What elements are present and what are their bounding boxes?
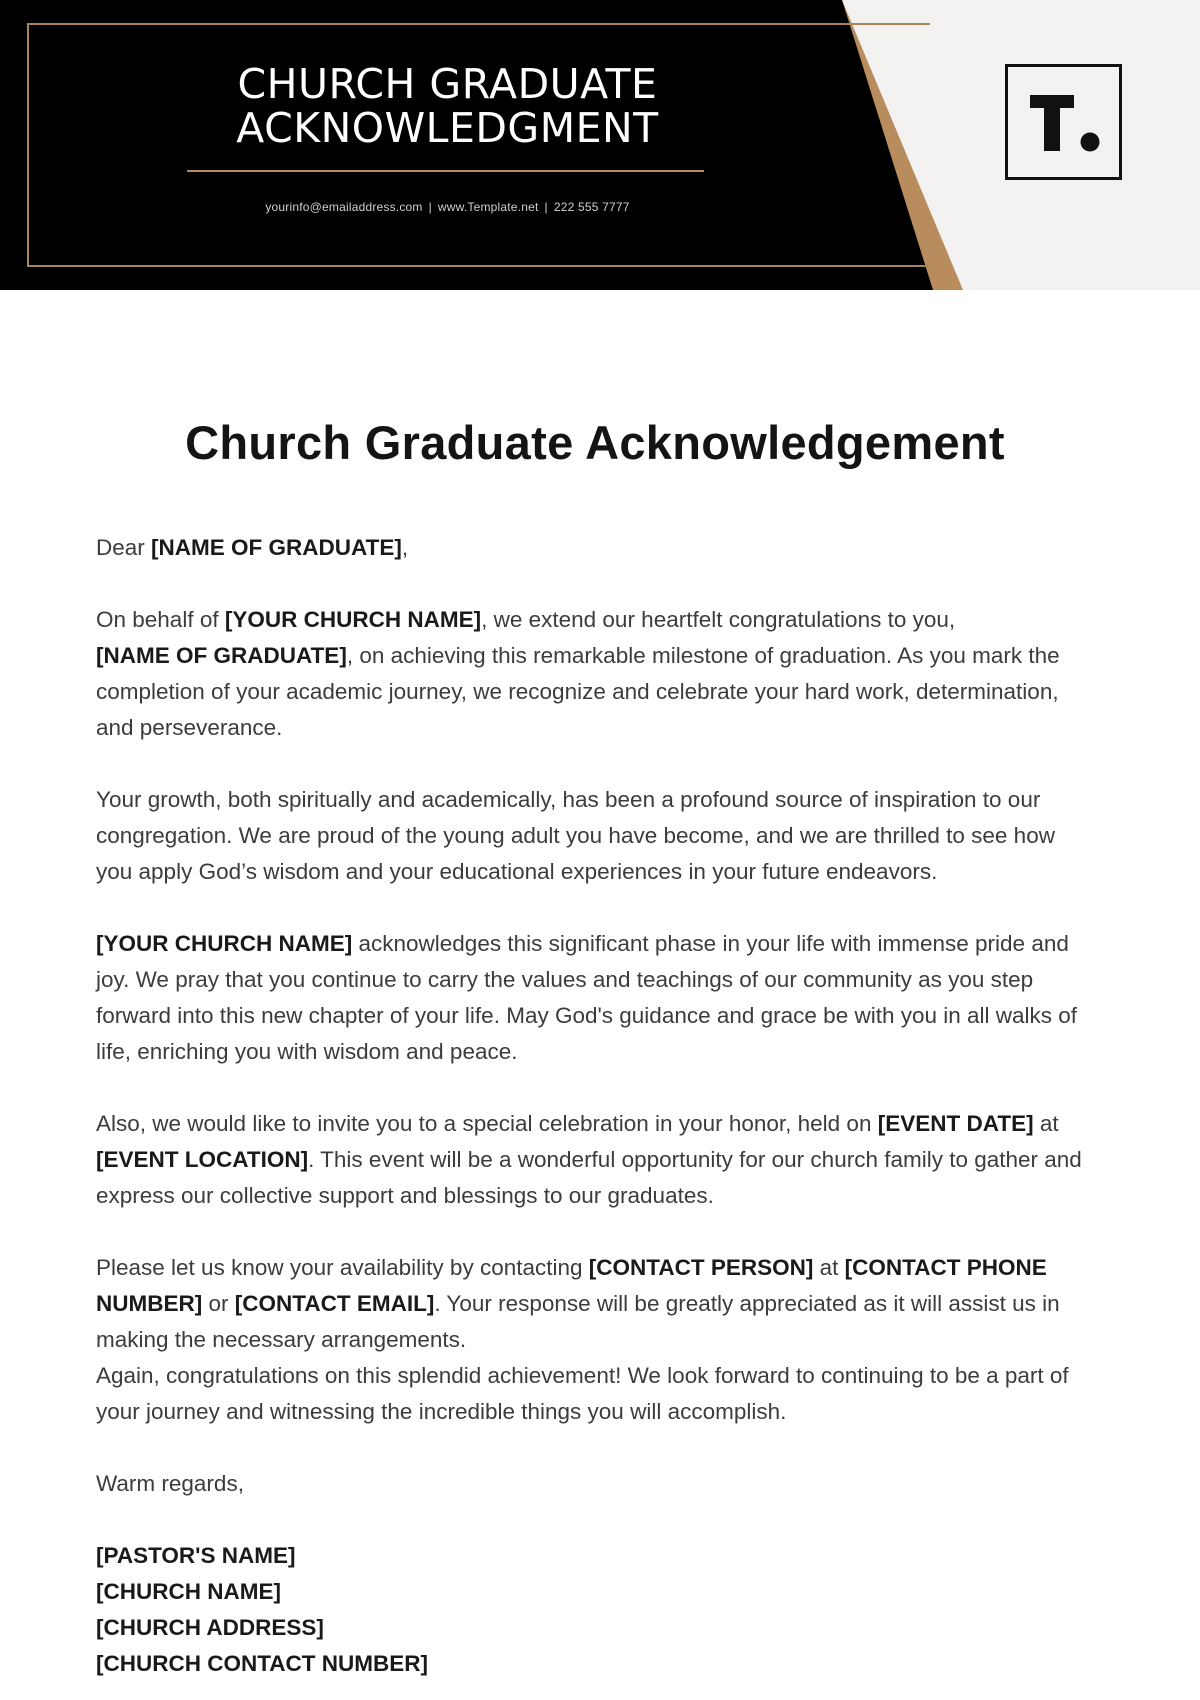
event-location-placeholder: [EVENT LOCATION] — [96, 1147, 309, 1172]
paragraph-2: Your growth, both spiritually and academically, has been a profound source of inspiration to our congregation. We are proud of the young adult you have become, and we are thrilled to see how you apply God’s wisdom and your educational experiences in your future endeavors. — [96, 787, 1055, 884]
p1-text-b: , we extend our heartfelt congratulations to you, — [481, 607, 956, 632]
pastor-name-placeholder: [PASTOR'S NAME] — [96, 1543, 296, 1568]
p4-text-c: . This event will be a wonderful opportunity for our church family to gather and express our collective support and blessings to our graduates. — [96, 1147, 1082, 1208]
letter-body — [96, 530, 1096, 1682]
paragraph-4 — [96, 1106, 1096, 1214]
p3-text: acknowledges this significant phase in your life with immense pride and joy. We pray that you continue to carry the values and teachings of our community as you step forward into this new chapter of your life. May God's guidance and grace be with you in all walks of life, enriching you with wisdom and peace. — [96, 931, 1078, 1064]
p4-text-a: Also, we would like to invite you to a special celebration in your honor, held on — [96, 1111, 872, 1136]
header-separator-1: | — [428, 200, 432, 214]
church-name-placeholder: [YOUR CHURCH NAME] — [96, 931, 353, 956]
church-address-placeholder: [CHURCH ADDRESS] — [96, 1615, 324, 1640]
graduate-name-placeholder: [NAME OF GRADUATE] — [96, 643, 347, 668]
logo-t-icon — [1030, 87, 1102, 159]
p1-text-a: On behalf of — [96, 607, 219, 632]
document-title: Church Graduate Acknowledgement — [185, 416, 1005, 469]
contact-email-placeholder: [CONTACT EMAIL] — [234, 1291, 435, 1316]
p5-text-d: . Your response will be greatly appreciated as it will assist us in making the necessary arrangements. — [96, 1291, 1060, 1352]
template-logo — [1005, 64, 1122, 180]
p5-text-a: Please let us know your availability by contacting — [96, 1255, 583, 1280]
paragraph-1 — [96, 602, 1096, 746]
paragraph-6: Again, congratulations on this splendid achievement! We look forward to continuing to be a part of your journey and witnessing the incredible things you will accomplish. — [96, 1363, 1069, 1424]
header-contact-line — [160, 200, 735, 214]
header-phone: 222 555 7777 — [553, 200, 630, 214]
paragraph-5 — [96, 1250, 1096, 1358]
header-email: yourinfo@emailaddress.com — [265, 200, 423, 214]
header-banner — [0, 0, 1200, 290]
header-separator-2: | — [544, 200, 548, 214]
p5-text-c: or — [202, 1291, 235, 1316]
header-website: www.Template.net — [437, 200, 539, 214]
header-divider — [187, 170, 704, 172]
header-title-line-2: ACKNOWLEDGMENT — [236, 104, 659, 152]
header-title — [160, 62, 735, 150]
paragraph-3 — [96, 926, 1096, 1070]
header-title-line-1: CHURCH GRADUATE — [237, 60, 658, 108]
salutation-dear: Dear — [96, 535, 145, 560]
p5-text-b: at — [813, 1255, 845, 1280]
signature-block — [96, 1538, 1096, 1682]
salutation-comma: , — [401, 535, 409, 560]
event-date-placeholder: [EVENT DATE] — [877, 1111, 1034, 1136]
church-name-placeholder: [YOUR CHURCH NAME] — [224, 607, 482, 632]
graduate-name-placeholder: [NAME OF GRADUATE] — [151, 535, 402, 560]
contact-person-placeholder: [CONTACT PERSON] — [588, 1255, 814, 1280]
closing: Warm regards, — [96, 1471, 244, 1496]
church-contact-number-placeholder: [CHURCH CONTACT NUMBER] — [96, 1651, 429, 1676]
salutation — [96, 530, 1096, 566]
p1-text-c: , on achieving this remarkable milestone of graduation. As you mark the completion of your academic journey, we recognize and celebrate your hard work, determination, and perseverance. — [96, 643, 1060, 740]
church-name-signature-placeholder: [CHURCH NAME] — [96, 1579, 281, 1604]
contact-phone-placeholder: [CONTACT PHONE NUMBER] — [96, 1255, 1047, 1316]
p4-text-b: at — [1033, 1111, 1059, 1136]
